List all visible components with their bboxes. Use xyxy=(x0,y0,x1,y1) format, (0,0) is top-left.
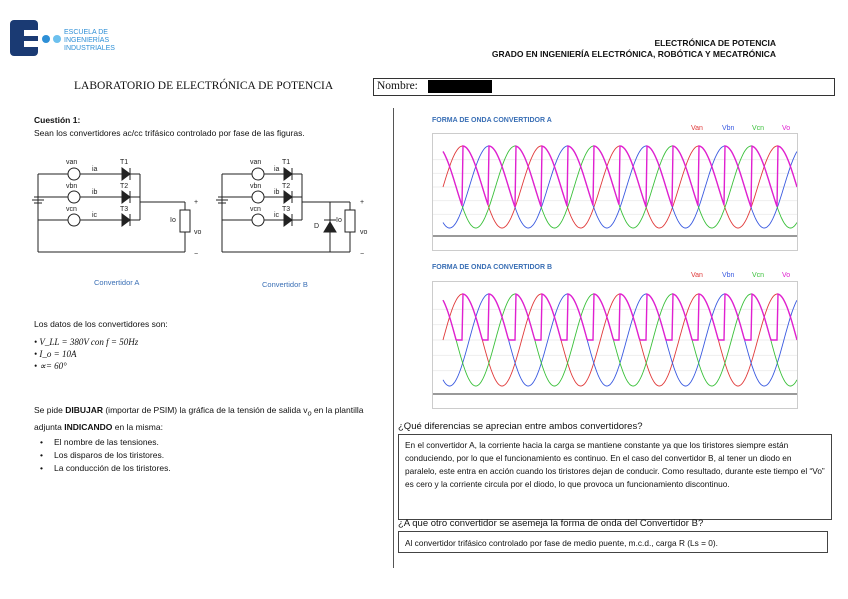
label-io: Io xyxy=(336,217,342,224)
circuit-diagrams xyxy=(30,152,390,297)
header xyxy=(492,38,776,60)
label-t3: T3 xyxy=(120,206,129,213)
label-ia: ia xyxy=(274,166,280,173)
course-title: ELECTRÓNICA DE POTENCIA xyxy=(654,38,776,48)
label-t1: T1 xyxy=(282,159,291,166)
question-differences: ¿Qué diferencias se aprecian entre ambos convertidores? xyxy=(398,421,643,432)
degree-title: GRADO EN INGENIERÍA ELECTRÓNICA, ROBÓTICA Y MECATRÓNICA xyxy=(491,49,776,59)
label-ib: ib xyxy=(274,189,280,196)
answer-similar-converter[interactable]: Al convertidor trifásico controlado por fase de medio puente, m.c.d., carga R (Ls = 0). xyxy=(398,531,828,553)
logo xyxy=(10,20,38,56)
label-van: van xyxy=(66,159,78,166)
question-similar-converter: ¿A que otro convertidor se asemeja la forma de onda del Convertidor B? xyxy=(398,518,704,529)
label-plus: + xyxy=(194,199,199,206)
logo-notch xyxy=(24,41,38,47)
logo-dot xyxy=(42,35,50,43)
name-label: Nombre: xyxy=(377,80,418,92)
list-item: • Los disparos de los tiristores. xyxy=(54,449,171,462)
data-item: • I_o = 10A xyxy=(34,349,77,359)
label-t3: T3 xyxy=(282,206,291,213)
requirements-list xyxy=(54,436,171,475)
question-heading: Cuestión 1: xyxy=(34,115,81,125)
logo-text xyxy=(64,29,115,53)
label-ia: ia xyxy=(92,166,98,173)
label-vo: vo xyxy=(194,229,202,236)
label-plus: + xyxy=(360,199,365,206)
legend-vbn: Vbn xyxy=(722,125,735,132)
label-vcn: vcn xyxy=(66,206,77,213)
label-t2: T2 xyxy=(282,183,291,190)
logo-line: INGENIERÍAS xyxy=(64,37,110,44)
logo-line: INDUSTRIALES xyxy=(64,45,115,52)
logo-line: ESCUELA DE xyxy=(64,29,108,36)
waveform-a-title: FORMA DE ONDA CONVERTIDOR A xyxy=(432,117,552,124)
data-list xyxy=(34,336,138,372)
caption-converter-b: Convertidor B xyxy=(262,280,308,289)
label-ic: ic xyxy=(274,212,280,219)
label-t2: T2 xyxy=(120,183,129,190)
data-item: • V_LL = 380V con f = 50Hz xyxy=(34,337,139,347)
label-vbn: vbn xyxy=(250,183,262,190)
label-vbn: vbn xyxy=(66,183,78,190)
label-van: van xyxy=(250,159,262,166)
logo-dot xyxy=(53,35,61,43)
label-minus: − xyxy=(194,251,199,258)
legend-vcn: Vcn xyxy=(752,272,765,279)
label-vcn: vcn xyxy=(250,206,261,213)
waveform-b-title: FORMA DE ONDA CONVERTIDOR B xyxy=(432,264,553,271)
column-divider xyxy=(393,108,394,568)
caption-converter-a: Convertidor A xyxy=(94,278,140,287)
label-io: Io xyxy=(170,217,176,224)
legend-vo: Vo xyxy=(782,125,791,132)
waveform-a-plot xyxy=(432,133,798,251)
label-t1: T1 xyxy=(120,159,129,166)
lab-title: LABORATORIO DE ELECTRÓNICA DE POTENCIA xyxy=(74,80,334,92)
legend-van: Van xyxy=(691,125,703,132)
list-item: • El nombre de las tensiones. xyxy=(54,436,171,449)
legend-van: Van xyxy=(691,272,703,279)
legend-vcn: Vcn xyxy=(752,125,765,132)
waveform-b-plot xyxy=(432,281,798,409)
label-ib: ib xyxy=(92,189,98,196)
name-redacted xyxy=(428,80,492,93)
label-vo: vo xyxy=(360,229,368,236)
answer-differences[interactable]: En el convertidor A, la corriente hacia la carga se mantiene constante ya que los tiristores siempre están conduciendo, por lo que el funcionamiento es continuo. En el caso del convertidor B, al tener un diodo en paralelo, este entra en acción cuando los tiristores dejan de conducir. Como resultado, durante este tiempo el “Vo” es cero y la corriente circula por el diodo, lo que provoca un funcionamiento discontinuo. xyxy=(398,434,832,520)
data-intro: Los datos de los convertidores son: xyxy=(34,319,168,329)
legend-vbn: Vbn xyxy=(722,272,735,279)
label-ic: ic xyxy=(92,212,98,219)
source-a1 xyxy=(38,168,122,180)
list-item: • La conducción de los tiristores. xyxy=(54,462,171,475)
label-d: D xyxy=(314,223,320,230)
label-minus: − xyxy=(360,251,365,258)
question-text: Sean los convertidores ac/cc trifásico controlado por fase de las figuras. xyxy=(34,128,305,138)
logo-notch xyxy=(24,30,38,36)
instructions: Se pide DIBUJAR (importar de PSIM) la gráfica de la tensión de salida $v_o$ en la plantilla adjunta INDICANDO en la misma: xyxy=(34,405,364,432)
wave-vo xyxy=(443,146,797,207)
data-item: • ∝= 60° xyxy=(34,361,67,371)
legend-vo: Vo xyxy=(782,272,791,279)
